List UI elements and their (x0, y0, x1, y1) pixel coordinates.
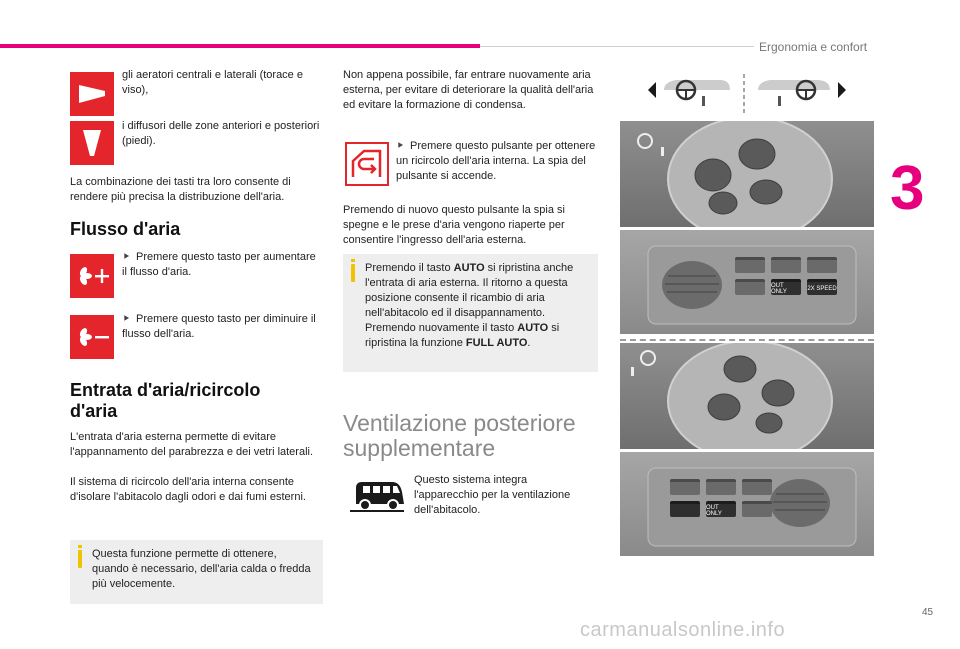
rear-control-panel-2 (620, 452, 874, 556)
panel-button-2x-speed: 2X SPEED (807, 279, 837, 295)
section-title: Ergonomia e confort (759, 40, 868, 54)
header-rule (480, 46, 754, 47)
vent-feet-icon (70, 121, 114, 165)
intake-body-1: L'entrata d'aria esterna permette di evitare l'appannamento del parabrezza e dei vetri laterali. (70, 431, 314, 458)
watermark: carmanualsonline.info (580, 619, 786, 641)
rear-heading: Ventilazione posteriore supplementare (343, 410, 576, 461)
chapter-number: 3 (890, 154, 925, 223)
panel-button-out-only: OUT ONLY (706, 501, 736, 517)
panel-button (742, 501, 772, 517)
vent-face-icon (70, 72, 114, 116)
item-feet: i diffusori delle zone anteriori e posteriori (piedi). (122, 120, 320, 147)
panel-1-buttons (735, 257, 837, 295)
bullet-arrow-icon: ⯈ (122, 314, 130, 325)
intake-body-2: Il sistema di ricircolo dell'aria interna consente d'isolare l'abitacolo dagli odori e dai fumi esterni. (70, 476, 306, 503)
airflow-decrease-text: ⯈ Premere questo tasto per diminuire il flusso dell'aria. (122, 313, 316, 340)
panel-button (735, 257, 765, 273)
fan-increase-icon (70, 254, 114, 298)
panel-button (742, 479, 772, 495)
airflow-heading: Flusso d'aria (70, 219, 181, 239)
intake-heading: Entrata d'aria/ricircolo d'aria (70, 380, 261, 421)
intro-text: Non appena possibile, far entrare nuovamente aria esterna, per evitare di deteriorare la qualità dell'aria ed evitare la formazione di condensa. (343, 69, 594, 111)
header-accent-bar (0, 44, 480, 48)
recirc-text: ⯈ Premere questo pulsante per ottenere un ricircolo dell'aria interna. La spia del pulsante si accende. (396, 140, 596, 182)
info-icon (78, 550, 82, 568)
rear-vent-photo-2 (620, 343, 874, 449)
info-icon (351, 264, 355, 282)
combination-text: La combinazione dei tasti tra loro consente di rendere più precisa la distribuzione dell'aria. (70, 176, 291, 203)
fan-decrease-icon (70, 315, 114, 359)
airflow-increase-text: ⯈ Premere questo tasto per aumentare il flusso d'aria. (122, 251, 316, 278)
intake-note (70, 540, 323, 604)
bullet-arrow-icon: ⯈ (122, 252, 130, 263)
separator (620, 339, 874, 341)
panel-button (735, 279, 765, 295)
bullet-arrow-icon: ⯈ (396, 141, 404, 152)
rear-text: Questo sistema integra l'apparecchio per la ventilazione dell'abitacolo. (414, 474, 571, 516)
recirc-again-text: Premendo di nuovo questo pulsante la spia si spegne e le prese d'aria vengono riaperte per consentire l'ingresso dell'aria esterna. (343, 204, 565, 246)
panel-2-buttons (670, 479, 772, 517)
rear-vent-photo-1 (620, 121, 874, 227)
auto-note (343, 254, 598, 372)
auto-note-text: Premendo il tasto AUTO si ripristina anche l'entrata di aria esterna. Il ritorno a questa posizione consente il ricambio di aria nell'abitacolo ed il disappannamento. Premendo nuovamente il tasto AUTO si ripristina la funzione FULL AUTO. (365, 262, 574, 349)
panel-button-out-only: OUT ONLY (771, 279, 801, 295)
page-number: 45 (922, 607, 934, 618)
panel-button (807, 257, 837, 273)
steering-position-diagram (620, 74, 874, 114)
intake-note-text: Questa funzione permette di ottenere, quando è necessario, dell'aria calda o fredda più velocemente. (92, 548, 311, 590)
rear-control-panel-1 (620, 230, 874, 334)
panel-button (670, 479, 700, 495)
recirculation-icon (345, 142, 389, 186)
panel-button (670, 501, 700, 517)
panel-button (706, 479, 736, 495)
panel-button (771, 257, 801, 273)
van-icon (348, 474, 406, 516)
item-vents: gli aeratori centrali e laterali (torace e viso), (122, 69, 303, 96)
